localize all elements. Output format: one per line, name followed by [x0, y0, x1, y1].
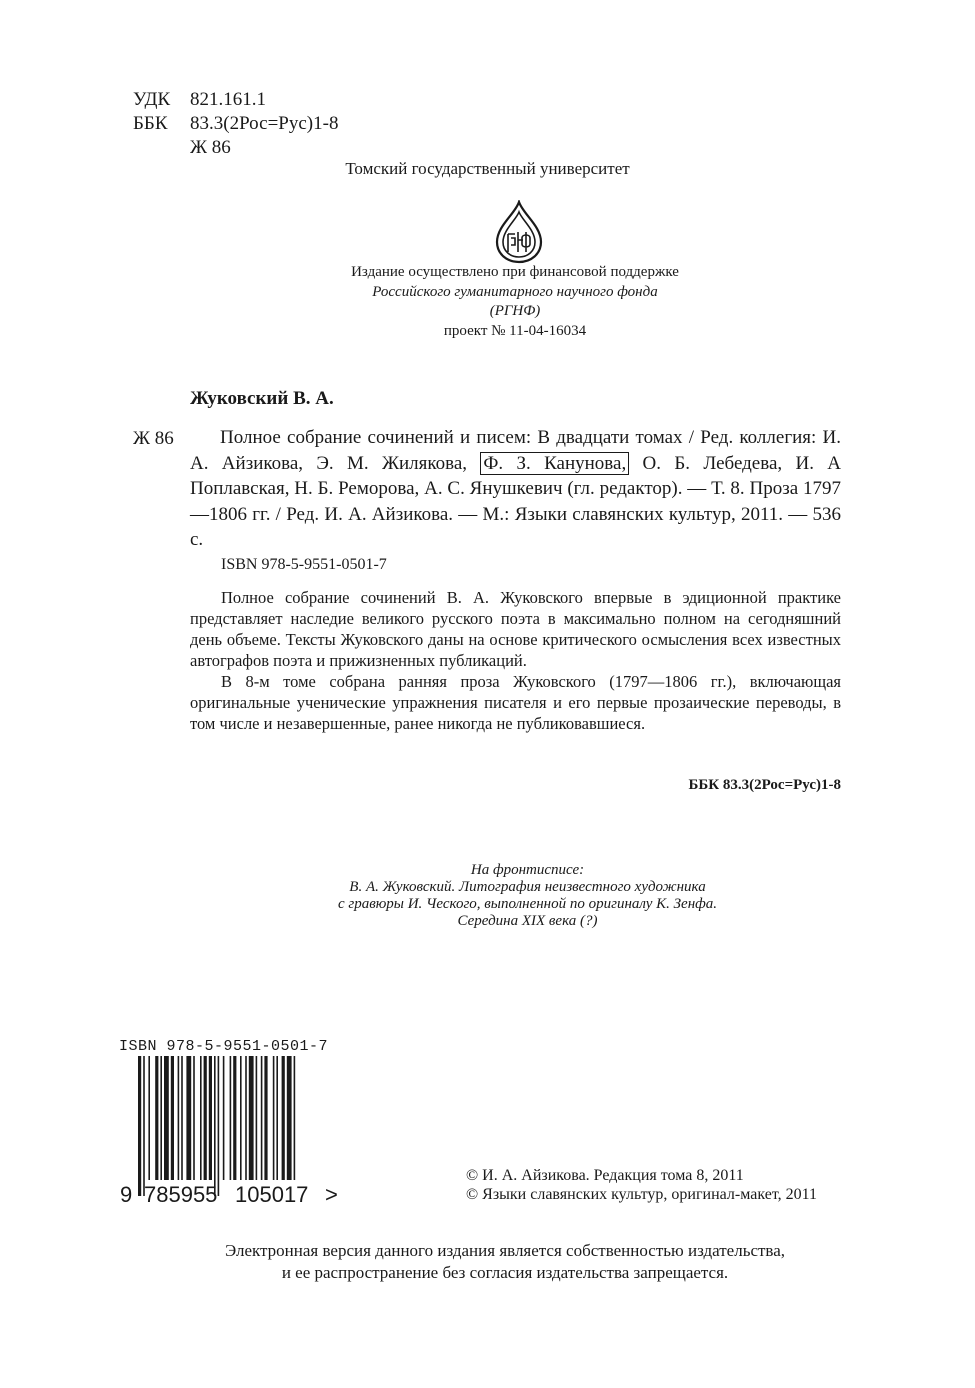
catalog-code: Ж 86 — [133, 428, 174, 449]
barcode-bar — [193, 1056, 195, 1180]
barcode-bar — [287, 1056, 292, 1180]
barcode-bar — [282, 1056, 285, 1180]
footer-line-1: Электронная версия данного издания является собственностью издательства, — [224, 1241, 786, 1260]
barcode-bar — [204, 1056, 207, 1180]
isbn-barcode — [120, 1056, 360, 1206]
university-name: Томский государственный университет — [345, 159, 630, 178]
bbk-label: ББК — [133, 113, 168, 134]
barcode-bar — [181, 1056, 183, 1180]
frontispiece-line-2: В. А. Жуковский. Литография неизвестного художника — [349, 879, 706, 895]
classification-block — [133, 88, 338, 160]
support-line-4: проект № 11-04-16034 — [443, 322, 587, 339]
barcode-bar — [200, 1056, 202, 1180]
barcode-bar — [178, 1056, 180, 1180]
barcode-digits-right: 105017 — [235, 1182, 309, 1206]
boxed-editor-name: Ф. З. Канунова, — [480, 452, 629, 475]
barcode-bars — [138, 1056, 295, 1196]
bbk-row — [133, 112, 338, 136]
barcode-bar — [186, 1056, 191, 1180]
description-part-2: О. Б. Лебедева, И. А Поплавская, Н. Б. Реморова, А. С. Янушкевич (гл. редактор). — Т. 8. Проза 1797—1806 гг. / Ред. И. А. Айзикова. — М.: Языки славянских культур, 2011. — 536 с. — [190, 452, 842, 550]
author-code-row — [133, 136, 338, 160]
support-notice — [0, 263, 975, 341]
description-part-1: Полное собрание сочинений и писем: В двадцати томах / Ред. коллегия: И. А. Айзикова, Э. М. Жилякова, — [190, 427, 841, 474]
barcode-bar — [264, 1056, 267, 1180]
udk-row — [133, 88, 338, 112]
barcode-bar — [240, 1056, 242, 1180]
frontispiece-line-3: с гравюры И. Ческого, выполненной по оригиналу К. Зенфа. — [337, 896, 718, 912]
copyright-block — [466, 1166, 817, 1204]
isbn-line: ISBN 978-5-9551-0501-7 — [221, 556, 387, 573]
barcode-guard-bar — [218, 1056, 220, 1196]
barcode-bar — [273, 1056, 275, 1180]
annotation — [190, 587, 841, 734]
barcode-guard-bar — [138, 1056, 141, 1196]
author-heading: Жуковский В. А. — [190, 388, 334, 409]
annotation-paragraph-2: В 8-м томе собрана ранняя проза Жуковского (1797—1806 гг.), включающая оригинальные ученические упражнения писателя и его первые прозаические переводы, в том числе и незавершенные, ранее никогда не публиковавшиеся. — [190, 672, 841, 733]
rgnf-logo-icon — [493, 200, 545, 264]
bbk-value: 83.3(2Рос=Рус)1-8 — [190, 113, 339, 134]
support-line-1: Издание осуществлено при финансовой поддержке — [351, 264, 679, 280]
barcode-bar — [164, 1056, 169, 1180]
frontispiece-line-1: На фронтисписе: — [470, 862, 585, 878]
barcode-bar — [249, 1056, 254, 1180]
barcode-bar — [230, 1056, 232, 1180]
barcode-digit-first: 9 — [120, 1182, 133, 1206]
barcode-bar — [155, 1056, 158, 1180]
barcode-guard-bar — [214, 1056, 216, 1196]
author-code: Ж 86 — [190, 137, 231, 158]
barcode-isbn-text: ISBN 978-5-9551-0501-7 — [119, 1038, 329, 1055]
frontispiece-line-4: Середина XIX века (?) — [457, 913, 598, 929]
barcode-bar — [148, 1056, 150, 1180]
barcode-bar — [261, 1056, 263, 1180]
barcode-bar — [256, 1056, 258, 1180]
barcode-guard-bar — [143, 1056, 145, 1196]
copyright-line-1: © И. А. Айзикова. Редакция тома 8, 2011 — [466, 1167, 744, 1184]
support-line-2: Российского гуманитарного научного фонда — [372, 283, 658, 300]
footer-line-2: и ее распространение без согласия издательства запрещается. — [281, 1263, 729, 1282]
barcode-bar — [294, 1056, 296, 1180]
barcode-bar — [223, 1056, 225, 1180]
annotation-paragraph-1: Полное собрание сочинений В. А. Жуковского впервые в эдиционной практике представляет наследие великого русского поэта в максимально полном на сегодняшний день объеме. Тексты Жуковского даны на основе критического осмысления всех известных автографов поэта и прижизненных публикаций. — [190, 588, 841, 670]
barcode-bar — [160, 1056, 162, 1180]
copyright-line-2: © Языки славянских культур, оригинал-макет, 2011 — [466, 1186, 818, 1203]
barcode-bar — [209, 1056, 212, 1180]
udk-label: УДК — [133, 89, 171, 110]
barcode-digits-left: 785955 — [144, 1182, 218, 1206]
support-line-3: (РГНФ) — [489, 303, 541, 319]
bbk-bottom: ББК 83.3(2Рос=Рус)1-8 — [688, 777, 841, 793]
footer-notice — [0, 1240, 975, 1284]
barcode-bar — [245, 1056, 247, 1180]
barcode-bar — [171, 1056, 174, 1180]
barcode-end-mark: > — [325, 1182, 338, 1206]
udk-value: 821.161.1 — [190, 89, 266, 110]
bibliographic-description — [190, 425, 841, 553]
barcode-bar — [233, 1056, 236, 1180]
frontispiece-caption — [0, 862, 975, 930]
barcode-bar — [276, 1056, 278, 1180]
